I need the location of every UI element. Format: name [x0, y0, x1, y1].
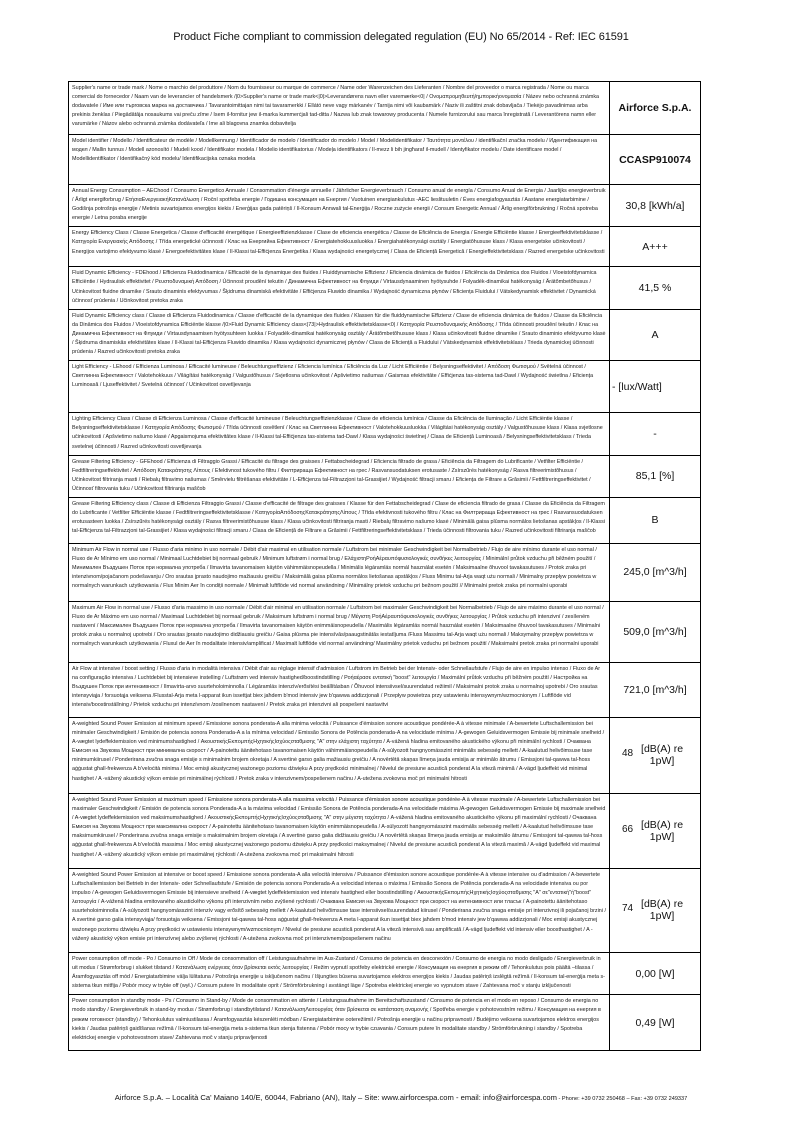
row-label: Power consumption in standby mode - Ps / Consumo in Stand-by / Mode de consommation en attente / Leistungsaufnahme im Bereitschaftszustand / Consumo de potencia en el modo en reposo / Consumo de energia no modo standby / Energieverbruik in stand-by modus / Strømforbrug i standbytilstand / ΚατανάλωσηΛειτουργίας όταν βρίσκεται σε κατάσταση αναμονής / Spotřeba energie v pohotovostním režimu / Консумация на енергия в режим готовност (standby) / Tehonkulutus valmiustilassa / Áramfogyasztás készenléti módban / Energiatarbimine ooterežiimil / Potrošnja energije u načinu pripravnosti / Budėjimo veiksena suvartojamos elektros energijos kiekis / Jaudas patēriņš gaidīšanas režīmā / Il-konsum tal-enerġija meta s-sistema tkun stenja fistenna / Pobór mocy w trybie czuwania / Consum putere în modalitate standby / Strömförbrukning i standby / Spotreba elektrickej energie v pohotovostnom stave/ Zahtevana moč v stanju pripravljenosti — [69, 995, 610, 1051]
row-value-power-standby: 0,49 [W] — [610, 995, 701, 1051]
row-value-gfe: 85,1 [%] — [610, 455, 701, 497]
row-value-supplier: Airforce S.p.A. — [610, 82, 701, 135]
row-fluid-dynamic-efficiency — [69, 267, 701, 309]
row-value-sound-boost — [610, 868, 701, 952]
row-value-model: CCASP910074 — [610, 135, 701, 185]
row-label: Light Efficiency - LEhood / Efficienza Luminosa / Efficacité lumineuse / Beleuchtungseffizienz / Eficiencia lumínica / Eficiência da Luz / Licht Efficiëntie / Belysningseffektivitet / Απόδοση Φωτισμού / Světelná účinnost / Светлинна Ефективност / Valotehokkuus / Világítási hatékonyság / Valgustõhusus / Svjetlosna učinkovitost / Apšvietimo našumas / Gaismas efektivitāte / Effiċjenza tas-sistema tad-Dawl / Wydajność świetlna / Eficiența Luminoasă / Ljuseffektivitet / Svetelná účinnosť / Učinkovitost osvetljevanja — [69, 361, 610, 413]
row-power-off-mode — [69, 952, 701, 994]
row-model-identifier — [69, 135, 701, 185]
row-label: Grease Filtering Efficiency class / Classe di Efficienza Filtraggio Grassi / Classe d'efficacité de filtrage des graisses / Klasse für den Fettabscheidegrad / Clase de eficiencia filtrado de grasa / Classe da Eficiência da Filtragem do Lubrificante / Vetfilter Efficiëntie klasse / Fedtfiltreringseffektivitetsklasse / ΚατηγορίαΑπόδοσηςΚατακράτησηςΛίπους / Třída efektivnosti tukového filtru / Клас на Филтрираща Ефективност на грес / Rasvansuodatuksen erotusasteen luokka / Zsírszűrés hatékonysági osztály / Rasva filtreerimistõhususe klass / Klasa učinkovitosti filtriranja masti / Riebalų filtravimo našumo klasė / Minimālā gaisa plūsma normālos lietošanas apstākļos / Il-Klassi tal-Effiċjenza tal-Filtrazzjoni tal-Grassijiet / Klasa wydajności filtracji smaru / Clasa de Eficiență de Filtrare a Grăsimii / Fettfiltreringseffektivitetsklass / Trieda účinnosti filtrovania tuku / Razred učinkovitosti filtriranja maščob — [69, 497, 610, 543]
row-label: A-weighted Sound Power Emission at maximum speed / Emissione sonora ponderata-A alla massima velocità / Puissance d'émission sonore acoustique pondérée-A à vitesse maximale / A-bewertete Luftschallemission bei maximaler Geschwindigkeit / Emisión de potencia sonora Ponderada-A a la máxima velocidad / Emissão Sonora de Potência ponderada-A na velocidade máxima /A-gewogen Geluidsvermogen Emissie bij maximale snelheid / A-vægtet lydeffektemission ved maksimumshastighed / ΑκουστικήςΕκπομπήςΗχητικήςΙσχύοςσταθμισης "A" στην μέγιστη ταχύτητα / A-vážená hladina emitovaného akustického výkonu při maximální rychlosti / Очаквана Емисия на Звукова Мощност при максимална скорост / A-painotettu äänitehotaso tavanomaisen käytön enimmäisnopeudella / A-súlyozott hangnyomásszint maximális sebesség mellett / A-kaalutud helivõimsuse tase maksimumkiirusel / Ponderirana zvučna snaga emisije s maksimalnim brojem okretaja / A svertinė garso galia didžiausiu greičiu / A novērtētā skaņas līmeņa jauda emisija ar maksimālo ātrumu / Emissjoni tal-qawwa tal-ħoss aġġustat għall-frekwenza A b'veloċità massima / Moc emisji akustycznej ważonego poziomu dźwięku A przy prędkości maksymalnej / Nivelul de presiune acustică ponderat A la viteză maximă / A-vägd ljudeffekt vid maximal hastighet / A -vážený akustický výkon emisie pri maximálnej rýchlosti / A-utežena zvokovna moč pri maksimalni hitrosti — [69, 793, 610, 868]
row-sound-boost-speed — [69, 868, 701, 952]
row-grease-filtering-efficiency — [69, 455, 701, 497]
row-label: Grease Filtering Efficiency - GFEhood / Efficienza di Filtraggio Grassi / Efficacité du filtrage des graisses / Fettabscheidegrad / Eficiencia filtrado de grasa / Eficiência da Filtragem do Lubrificante / Vetfilter Efficiëntie / Fedtfiltreringseffektivitet / Απόδοση Κατακράτησης Λίπους / Efektivnost tukového filtru / Филтрираща Ефективност на грес / Rasvansuodatuksen erotusaste / Zsírszűrés hatékonyság / Rasva filtreerimistõhusus / Učinkovitost filtriranja masti / Riebalų filtravimo našumas / Smērvielu filtrēšanas efektivitāte / L-Effiċjenza tal-Filtrazzjoni tal-Grassijiet / Wydajność filtracji smaru / Eficiența de Filtrare a Grăsimii / Fettfiltreringseffektivitet / Účinnosť filtrovania tuku / Učinkovitost filtriranja maščob — [69, 455, 610, 497]
row-label: A-weighted Sound Power Emission at intensive or boost speed / Emissione sonora ponderata-A alla velocità intensiva / Puissance d'émission sonore acoustique pondérée-A à vitesse intensive ou d'admission / A-bewertete Luftschallemission bei Betrieb in der Intensiv- oder Schnellaufstufe / Emisión de potencia sonora Ponderada-A a velocidad intensa o máxima / Emissão Sonora de Potência ponderada-A na velocidade intensiva ou por impulso / A-gewogen Geluidsvermogen Emissie bij intensieve snelheid / A-vægtet lydeffektemission ved intensiv hastighed eller boostindstilling / ΑκουστικήςΕκπομπήςΗχητικήςΙσχύοςσταθμισης "A" σε"εντατική"ή"boost" λειτουργία / A-vážená hladina emitovaného akustického výkonu při intenzivním nebo zvýšené rychlosti / Очаквана Емисия на Звукова Мощност при скорост на интензивност или тласък / A-painotettu äänitehotaso suurteholoiminnolla / A-súlyozott hangnyomásszint intenzív vagy erősítő sebesség mellett / A-kaalutud helivõimsuse tase intensiivsel/suurendatud kiirusel / Ponderirana zvučna snaga emisije pri intenzivnoj ili pojačanoj brzini / A svertinė garso galia intensyviąja/ forsuotąja veiksena / Emissjoni tal-qawwa tal-ħoss aġġustat għall-frekwenza A meta l-apparat ikun issettjat biex jaħdem b'mod intensiv jew b'qawwa addizzjonali / Moc emisji akustycznej ważonego poziomu dźwięku A przy prędkości w ustawieniu intensywnym/wzmocnionym / Nivelul de presiune acustică ponderat A la viteză intensivă sau amplificată / A-vägd ljudeffekt vid intensiv eller boosthastighet / A -vážený akustický výkon emisie pri intenzívnej alebo zvýšenej rýchlosti / A-utežena zvokovna moč pri intenzivnem/pospešenem načinu — [69, 868, 610, 952]
row-value-fde: 41,5 % — [610, 267, 701, 309]
row-boost-air-flow — [69, 662, 701, 717]
row-lighting-efficiency-class — [69, 413, 701, 455]
row-value-max-air-flow: 509,0 [m^3/h] — [610, 601, 701, 662]
row-supplier — [69, 82, 701, 135]
sound-value: 48 — [621, 748, 634, 760]
sound-value: 74 — [621, 903, 634, 915]
product-fiche-table — [68, 81, 701, 1051]
row-power-standby-mode — [69, 995, 701, 1051]
row-label: Fluid Dynamic Efficiency class / Classe di Efficienza Fluidodinamica / Classe d'efficacité de la dynamique des fluides / Klassen für die fluiddynamische Effizienz / Clase de eficiencia dinámica de fluidos / Classe da Eficiência da Dinâmica dos Fluidos / Vloeistofdynamica Efficiëntie klasse /|0>Fluid Dynamic Efficiency class<|73|>Hydraulisk effektivitetsklasse<0| / Κατηγορία Ρευστοδυναμικής Απόδοσης / Třída účinnosti proudění tekutin / Клас на Динамична Ефективност на Флуиди / Virtausdynaamisen hyötysuhteen luokka / Folyadék-dinamikai hatékonyság osztály / Ärätõmbetõhususe klass / Klasa učinkovitosti fluidne dinamike / Srauto dinaminio efektyvumo klasė / Šķidruma dinamiskās efektivitātes klase / Il-Klassi tal-Effiċjenza Fluwido dinamika / Klasa wydajności dynamicznej płynów / Clasa de Eficiență a Fluidului / Vätskedynamisk effektivitetsklass / Trieda dynamickej účinnosti prúdenia / Razred učinkovitosti pretoka zraka — [69, 309, 610, 360]
row-value-le: - [lux/Watt] — [610, 361, 701, 413]
row-label: Fluid Dynamic Efficiency - FDEhood / Efficienza Fluidodinamica / Efficacité de la dynamique des fluides / Fluiddynamische Effizienz / Eficiencia dinámica de fluidos / Eficiência da Dinâmica dos Fluidos / Vloeistofdynamica Efficiëntie / Hydraulisk effektivitet / Ρευστοδυναμική Απόδοση / Účinnost proudění tekutin / Динамична Ефективност на Флуиди / Virtausdynaaminen hyötysuhde / Folyadék-dinamikai hatékonyság / Ärätõmbetõhusus / Učinkovitost fluidne dinamike / Srauto dinaminis efektyvumas / Šķidruma dinamiskā efektivitāte / Effiċjenza Fluwido dinamika / Wydajność dynamiczna płynów / Eficiența Fluidului / Vätskedynamisk effektivitet / Dynamická účinnosť prúdenia / Učinkovitost pretoka zraka — [69, 267, 610, 309]
row-value-le-class: - — [610, 413, 701, 455]
sound-unit: [dB(A) re 1pW] — [641, 818, 684, 843]
row-sound-max-speed — [69, 793, 701, 868]
row-annual-energy-consumption — [69, 185, 701, 227]
row-grease-filtering-efficiency-class — [69, 497, 701, 543]
row-sound-min-speed — [69, 717, 701, 793]
row-label: Energy Efficiency Class / Classe Energetica / Classe d'efficacité énergétique / Energieeffizienzklasse / Clase de eficiencia energética / Classe de Eficiência de Energia / Energie Efficiëntie klasse / Energieeffektivitetsklasse / Κατηγορία Ενεργειακής Απόδοσης / Třída energetické účinnosti / Клас на Енергийна Ефективност / Energiatehokkuusluokka / Energiahatékonysági osztály / Energiatõhususe klass / Klasa energetske učinkovitosti / Energijos vartojimo efektyvumo klasė / Energoefektivitātes klase / Il-Klassi tal-Effiċjenza Enerġetika / Klasa wydajności energetycznej / Clasa de Eficiență Energetică / Energieffektivitetsklass / Razred energetske učinkovitosti — [69, 227, 610, 267]
row-light-efficiency — [69, 361, 701, 413]
row-maximum-air-flow — [69, 601, 701, 662]
sound-unit: [dB(A) re 1pW] — [641, 743, 684, 768]
row-fluid-dynamic-efficiency-class — [69, 309, 701, 360]
row-minimum-air-flow — [69, 543, 701, 601]
row-label: Power consumption off mode - Po / Consumo in Off / Mode de consommation off / Leistungsaufnahme im Aus-Zustand / Consumo de potencia en desconexión / Consumo de energia no modo desligado / Energieverbruik in uit modus / Strømforbrug i slukket tilstand / Κατανάλωση ενέργειας όταν βρίσκεται εκτός λειτουργίας / Režim vypnutí spotřeby elektrické energie / Консумация на енергия в режим off / Tehonkulutus pois päältä –tilassa / Áramfogyasztás off mód / Energiatarbimine välja lülitatuna / Potrošnja energije u isključenom načinu / Išjungties būsena suvartojamos elektros energijos kiekis / Jaudas patēriņš izslēgtā režīmā / Il-konsum tal-enerġija meta s-sistema tkun mitfija / Pobór mocy w trybie off (wył.) / Consum putere în modalitate oprit / Strömförbrukning i avstängt läge / Spotreba elektrickej energie vo vypnutom stave / Zahtevana moč v stanju izključenosti — [69, 952, 610, 994]
row-label: Model identifier / Modello / Identificateur de modèle / Modellkennung / Identificador de modelo / Identificador do modelo / Model / Modelidentifikator / Ταυτότητα μοντέλου / identifikační značka modelu / Идентификация на модел / Mallin tunnus / Modell azonosító / Mudeli kood / Identifikator modela / Modelio identifikatorius / Modeļa identifikators / Il-mezz li bih jingħaraf il-mudell / Identyfikator modelu / Date identificare model / Modellidentifikator / Identifikačný kód modelu/ Identifikacijska oznaka modela — [69, 135, 610, 185]
row-label: Lighting Efficiency Class / Classe di Efficienza Luminosa / Classe d'efficacité lumineuse / Beleuchtungseffizienzklasse / Clase de eficiencia lumínica / Classe da Eficiência de Iluminação / Licht Efficiëntie klasse / Belysningseffektivitetsklasse / Κατηγορία Απόδοσης Φωτισμού / Třída účinnosti osvětlení / Клас на Светлинна Ефективност / Valotehokkuusluokka / Világítási hatékonyság osztály / Valgustõhususe klass / Klasa svjetlosne učinkovitosti / Apšvietimo našumo klasė / Apgaismojuma efektivitātes klase / Il-Klassi tal-Effiċjenza tas-sistema tad-Dawl / Klasa wydajności świetlnej / Clasa de Eficiență Luminoasă / Belysningseffektivitetsklass / Trieda svetelnej účinnosti / Razred učinkovitosti osvetljevanja — [69, 413, 610, 455]
row-value-boost-air-flow: 721,0 [m^3/h] — [610, 662, 701, 717]
row-value-sound-max — [610, 793, 701, 868]
row-value-fde-class: A — [610, 309, 701, 360]
row-label: Maximum Air Flow in normal use / Flusso d'aria massimo in uso normale / Débit d'air minimal en utilisation normale / Luftstrom bei maximaler Geschwindigkeit bei Normalbetrieb / Flujo de aire máximo durante el uso normal / Fluxo de Ar Máximo em uso normal / Maximaal Luchtdebiet bij normaal gebruik / Maksimum luftstrøm i normal brug / Μέγιστη ΡοήΑέραυπόφυσιολογικές συνθήκες λειτουργίας / Průtok vzduchu při intenzivní / zesíleném nastavení / Максимален Въздушен Поток при нормална употреба / Ilmavirta tavanomaisen käytön enimmäisnopeudella / Maximális légáramlás normál használat esetén / Maksimaalne õhuvool tavakasutuses / Minimalni protok zraka u normalnoj upotrebi / Oro srautas įprasto naudojimo didžiausiu greičiu / Gaisa plūsma pie intensīvās/paaugstinātās iestatījuma /Fluss Massimu tal-Arja waqt użu normali / Maksymalny przepływ powietrza w normalnych warunkach użytkowania / Fluxul de Aer în modalitate intensiv/amplificat / Maximalt luftflöde vid normal användning/ Maximálny prietok vzduchu pri bežnom použití / Maksimalni pretok zraka pri normalni uporabi — [69, 601, 610, 662]
sound-value: 66 — [621, 823, 634, 835]
row-label: Air Flow at intensive / boost setting / Flusso d'aria in modalità intensiva / Débit d'air au réglage intensif d'admission / Luftstrom im Betrieb bei der Intensiv- oder Schnellaufstufe / Flujo de aire en impulso intenso / Fluxo de Ar na configuração intensiva / Luchtdebiet bij intensieve instelling / Luftstrøm ved intensiv hastighed/boostindstilling / Ροήαέρασε εντατική "boost" λειτουργία / Maximální průtok vzduchu při běžném použití / Настройка на Въздушен Поток при интензивност / Ilmavirta-arvo suurteholoiminnolla / Légáramlás intenzív/erősítési beállításban / Õhuvool intensiivsel/suurendatud režiimil / Maksimalni protok zraka u normalnoj upotrebi / Oro srautas intensyviąja / forsuotąja veiksena /Flusstal-Arja meta l-apparat ikun issettjat biex jaħdem b'mod intensiv jew b'qawwa addizzjonali / Przepływ powietrza przy ustawieniu intensywnym/wzmocnionym / Luftflöde vid intensiv/boostinställning / Prietok vzduchu pri intenzívnom /zosilnenom nastavení / Pretok zraka pri intenzivni ali pospešeni nastavitvi — [69, 662, 610, 717]
row-label: Minimum Air Flow in normal use / Flusso d'aria minimo in uso normale / Débit d'air maximal en utilisation normale / Luftstrom bei minimaler Geschwindigkeit bei Normalbetrieb / Flujo de aire mínimo durante el uso normal / Fluxo de Ar Mínimo em uso normal / Minimaal Luchtdebiet bij normaal gebruik / Minimum luftstrøm i normal brug / ΕλάχιστηΡοήΑέραυπόφυσιολογικές συνθήκες λειτουργίας / Minimální průtok vzduchu při běžném použití / Минимален Въздушен Поток при нормална употреба / Ilmavirta tavanomaisen käytön vähimmäisnopeudella / Minimális légáramlás normál használat esetén / Maksimaalne õhuvool tavakasutuses / Protok zraka pri intenzivnom/pojačanom podešavanju / Oro srautas įprasto naudojimo mažiausiu greičiu / Maksimālā gaisa plūsma normālos lietošanas apstākļos / Fluss Minimu tal-Arja waqt użu normali / Minimalny przepływ powietrza w normalnych warunkach użytkowania / Flux Minim Aer în condiții normale / Minimalt luftflöde vid normal användning / Minimálny prietok vzduchu pri bežnom použití // Minimalni pretok zraka pri normalni uporabi — [69, 543, 610, 601]
row-value-aec: 30,8 [kWh/a] — [610, 185, 701, 227]
row-energy-efficiency-class — [69, 227, 701, 267]
row-label: Annual Energy Consumption – AEChood / Consumo Energetico Annuale / Consommation d'énergie annuelle / Jährlicher Energieverbrauch / Consumo anual de energía / Consumo Anual de Energia / Jaarlijks energieverbruik / Årligt energiforbrug / ΕτήσιαΕνεργειακήΚατανάλωση / Roční spotřeba energie / Годишна консумация на Енергия / Vuotuinen energiankulutus -AEC lieslituuletin / Éves energiafogyasztás / Aastane energiatarbimine / Godišnja potrošnja energije / Metinis suvartojamos energijos kiekis / Enerģijas gada patēriņš / Il-Konsum Annwali tal-Enerġija / Roczne zużycie energii / Consum Energetic Annual / Årlig energiförbrukning / Ročná spotreba energie / Letna poraba energije — [69, 185, 610, 227]
row-value-power-off: 0,00 [W] — [610, 952, 701, 994]
sound-unit: [dB(A) re 1pW] — [641, 898, 684, 923]
footer-address: Airforce S.p.A. – Località Ca' Maiano 140/E, 60044, Fabriano (AN), Italy – Site: www.airforcespa.com - email: info@airforcespa.com — [114, 1093, 557, 1102]
row-label: Supplier's name or trade mark / Nome o marchio del produttore / Nom du fournisseur ou marque de commerce / Name oder Warenzeichen des Lieferanten / Nombre del proveedor o marca registrada / Nome ou marca comercial do fornecedor / Naam van de leverancier of handelsmerk /|0>Supplier's name or trade mark<|0|>Leverandørens navn eller varemærke<0| / Ονομαπρομηθευτή/ημπορικήονομασία / Název nebo ochranná známka dodavatele / Име или търговска марка на доставчика / Tavarantoimittajan nimi tai tavaramerkki / Ellátó neve vagy márkanév / Tarnija nimi või kaubamärk / Naziv ili zaštitni znak dobavljača / Tiekėjo pavadinimas arba prekinis ženklas / Piegādātāja nosaukums vai preču zīme / Isem il-fornitur jew il-marka kummerċjali tad-ditta / Nazwa lub znak towarowy producenta / Numele furnizorului sau marca înregistrată / Leverantörens namn eller varumärke / Názov alebo ochranná známka dodávateľa / Ime ali blagovna znamka dobavitelja — [69, 82, 610, 135]
footer-contact: - Phone: +39 0732 250468 – Fax: +39 0732 249337 — [556, 1096, 688, 1102]
row-value-min-air-flow: 245,0 [m^3/h] — [610, 543, 701, 601]
row-value-eec: A+++ — [610, 227, 701, 267]
row-label: A-weighted Sound Power Emission at minimum speed / Emissione sonora ponderata-A alla minima velocità / Puissance d'émission sonore acoustique pondérée-A à vitesse minimale / A-bewertete Luftschallemission bei minimaler Geschwindigkeit / Emisión de potencia sonora Ponderada-A a la mínima velocidad / Emissão Sonora de Potência ponderada-A na velocidade mínima / A-gewogen Geluidsvermogen Emissie bij minimale snelheid / A-vægtet lydeffektemission ved minimumshastighed / ΑκουστικήςΕκπομπήςΗχητικήςΙσχύοςσταθμισης "A" στην ελάχιστη ταχύτητα / A-vážená hladina emitovaného akustického výkonu při minimální rychlosti / Очаквана Емисия на Звукова Мощност при минимална скорост / A-painotettu äänitehotaso tavanomaisen käytön vähimmäisnopeudella / A-súlyozott hangnyomásszint minimális sebesség mellett / A-kaalutud helivõimsuse tase minimumkiirusel / Ponderirana zvučna snaga emisije s minimalnim brojem okretaja / A svertinė garso galia mažiausiu greičiu / A novērtētā skaņas līmeņa jauda emisija ar minimālo ātrumu / Emissjoni tal-qawwa tal-ħoss aġġustat għall-frekwenza A b'veloċità minima / Moc emisji akustycznej ważonego poziomu dźwięku A przy prędkości minimalnej / Nivelul de presiune acustică ponderat A la viteză minimă / A-vägd ljudeffekt vid minimal hastighet / A -vážený akustický výkon emisie pri minimálnej rýchlosti / Pretok zraka v intenzivnem/pospešenem načinu / A-utežena zvokovna moč pri minimalni hitrosti — [69, 717, 610, 793]
page-title: Product Fiche compliant to commission delegated regulation (EU) No 65/2014 - Ref: IEC 61591 — [173, 31, 629, 43]
row-value-sound-min — [610, 717, 701, 793]
row-value-gfe-class: B — [610, 497, 701, 543]
company-footer — [0, 1093, 802, 1102]
